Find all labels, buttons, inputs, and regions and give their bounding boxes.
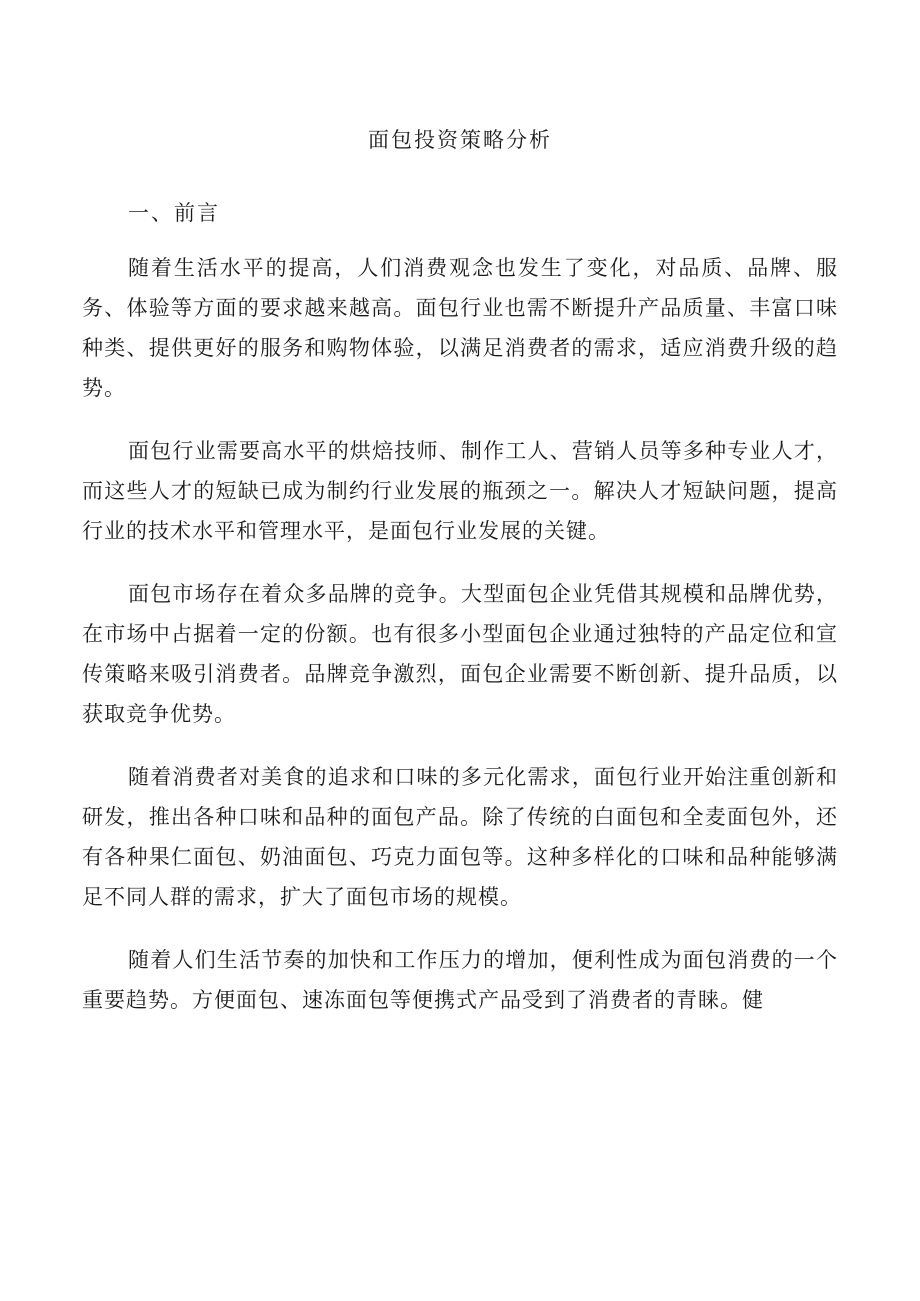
section-heading-preface: 一、前言 bbox=[128, 201, 220, 225]
paragraph-brand-competition: 面包市场存在着众多品牌的竞争。大型面包企业凭借其规模和品牌优势，在市场中占据着一定的份额。也有很多小型面包企业通过独特的产品定位和宣传策略来吸引消费者。品牌竞争激烈，面包企业需要不断创新、提升品质，以获取竞争优势。 bbox=[82, 582, 838, 726]
paragraph-convenience-trend: 随着人们生活节奏的加快和工作压力的增加，便利性成为面包消费的一个重要趋势。方便面包、速冻面包等便携式产品受到了消费者的青睐。健 bbox=[82, 948, 838, 1012]
body-text bbox=[82, 248, 838, 1043]
paragraph-talent-shortage: 面包行业需要高水平的烘焙技师、制作工人、营销人员等多种专业人才，而这些人才的短缺已成为制约行业发展的瓶颈之一。解决人才短缺问题，提高行业的技术水平和管理水平，是面包行业发展的关键。 bbox=[82, 439, 838, 543]
paragraph-product-diversification: 随着消费者对美食的追求和口味的多元化需求，面包行业开始注重创新和研发，推出各种口味和品种的面包产品。除了传统的白面包和全麦面包外，还有各种果仁面包、奶油面包、巧克力面包等。这种多样化的口味和品种能够满足不同人群的需求，扩大了面包市场的规模。 bbox=[82, 765, 838, 909]
document-title: 面包投资策略分析 bbox=[368, 128, 552, 152]
paragraph-consumption-upgrade: 随着生活水平的提高，人们消费观念也发生了变化，对品质、品牌、服务、体验等方面的要求越来越高。面包行业也需不断提升产品质量、丰富口味种类、提供更好的服务和购物体验，以满足消费者的需求，适应消费升级的趋势。 bbox=[82, 256, 838, 400]
